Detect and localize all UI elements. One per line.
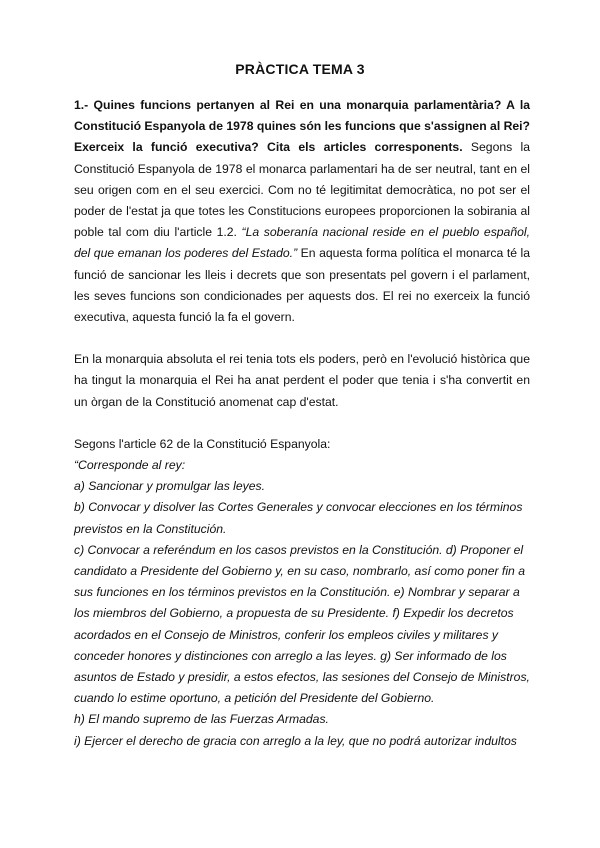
paragraph-question: [74, 95, 530, 328]
page-title: PRÀCTICA TEMA 3: [235, 61, 365, 77]
question-text: 1.- Quines funcions pertanyen al Rei en una monarquia parlamentària? A la Constitució Espanyola de 1978 quines són les funcions que s'assignen al Rei? Exerceix la funció executiva? Cita els articles corresponents.: [74, 98, 530, 155]
paragraph-spacer: [74, 413, 530, 434]
answer-text-a: Segons la Constitució Espanyola de 1978 el monarca parlamentari ha de ser neutral, tant en el seu origen com en el seu exercici. Com no té legitimitat democràtica, no pot ser el poder de l'estat ja que totes les Constitucions europees proporcionen la sobirania al poble tal com diu l'article 1.2.: [74, 140, 530, 240]
article-item-h: h) El mando supremo de las Fuerzas Armadas.: [74, 712, 329, 727]
article-item-b: b) Convocar y disolver las Cortes Generales y convocar elecciones en los términos previstos en la Constitución.: [74, 500, 523, 536]
paragraph-absolute-monarchy: En la monarquia absoluta el rei tenia tots els poders, però en l'evolució històrica que ha tingut la monarquia el Rei ha anat perdent el poder que tenia i s'ha convertit en un òrgan de la Constitució anomenat cap d'estat.: [74, 352, 530, 409]
constitution-quote: “La soberanía nacional reside en el pueblo español, del que emanan los poderes del Estado.”: [74, 225, 530, 261]
document-body: [74, 95, 530, 752]
article-opening: “Corresponde al rey:: [74, 458, 186, 473]
paragraph-spacer: [74, 328, 530, 349]
article-intro: Segons l'article 62 de la Constitució Espanyola:: [74, 436, 331, 451]
answer-text-b: En aquesta forma política el monarca té la funció de sancionar les lleis i decrets que son presentats pel govern i el parlament, les seves funcions son condicionades per aquests dos. El rei no exerceix la funció executiva, aquesta funció la fa el govern.: [74, 246, 530, 325]
article-items-c-to-g: c) Convocar a referéndum en los casos previstos en la Constitución. d) Proponer el candidato a Presidente del Gobierno y, en su caso, nombrarlo, así como poner fin a sus funciones en los términos previstos en la Constitución. e) Nombrar y separar a los miembros del Gobierno, a propuesta de su Presidente. f) Expedir los decretos acordados en el Consejo de Ministros, conferir los empleos civiles y militares y conceder honores y distinciones con arreglo a las leyes. g) Ser informado de los asuntos de Estado y presidir, a estos efectos, las sesiones del Consejo de Ministros, cuando lo estime oportuno, a petición del Presidente del Gobierno.: [74, 542, 530, 706]
article-item-i: i) Ejercer el derecho de gracia con arreglo a la ley, que no podrá autorizar indultos: [74, 733, 517, 748]
article-item-a: a) Sancionar y promulgar las leyes.: [74, 479, 266, 494]
